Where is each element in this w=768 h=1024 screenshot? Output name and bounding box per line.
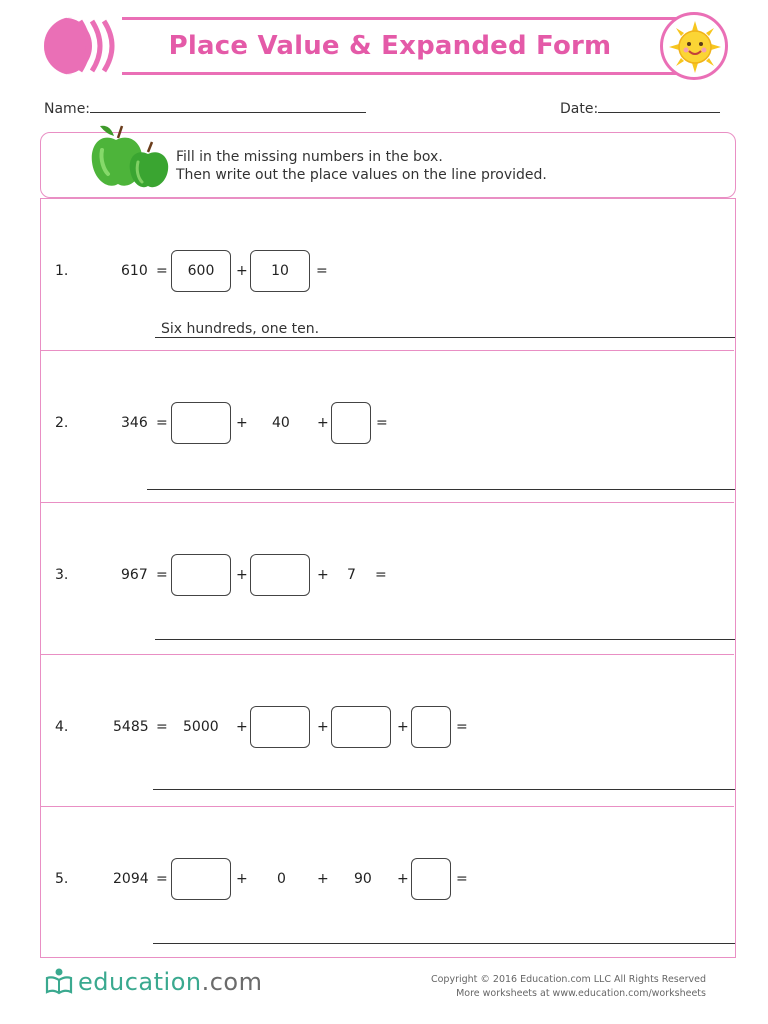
answer-box[interactable] — [331, 402, 371, 444]
answer-line[interactable] — [155, 337, 735, 338]
problems-section — [40, 198, 736, 958]
apples-icon — [88, 120, 174, 196]
logo-suffix: .com — [201, 968, 263, 996]
problem-value: 5485 — [113, 719, 149, 735]
answer-box[interactable] — [411, 706, 451, 748]
name-label: Name: — [44, 101, 91, 117]
book-reader-icon — [44, 966, 74, 996]
sun-icon — [660, 12, 728, 80]
date-field[interactable] — [560, 99, 720, 117]
problem-number: 5. — [55, 871, 69, 887]
answer-box[interactable] — [171, 402, 231, 444]
answer-line[interactable] — [155, 639, 735, 640]
answer-box[interactable] — [171, 554, 231, 596]
equals-sign: = — [316, 263, 328, 279]
answer-line[interactable] — [153, 943, 735, 944]
equals-sign: = — [156, 567, 168, 583]
equals-sign: = — [156, 871, 168, 887]
copyright-text: Copyright © 2016 Education.com LLC All Rights Reserved — [430, 974, 706, 985]
problem-number: 3. — [55, 567, 69, 583]
problem-value: 2094 — [113, 871, 149, 887]
logo-text: education — [78, 968, 202, 996]
answer-box[interactable] — [331, 706, 391, 748]
problem-number: 2. — [55, 415, 69, 431]
answer-line[interactable] — [153, 789, 735, 790]
answer-box[interactable] — [171, 858, 231, 900]
plus-sign: + — [236, 567, 248, 583]
answer-box[interactable] — [411, 858, 451, 900]
plus-sign: + — [397, 719, 409, 735]
education-logo[interactable] — [44, 966, 262, 996]
equals-sign: = — [156, 719, 168, 735]
given-value: 90 — [354, 871, 372, 887]
problem-value: 346 — [121, 415, 148, 431]
date-label: Date: — [560, 101, 599, 117]
date-blank-line — [598, 99, 720, 113]
answer-line[interactable] — [147, 489, 735, 490]
equals-sign: = — [375, 567, 387, 583]
problem-value: 610 — [121, 263, 148, 279]
plus-sign: + — [317, 871, 329, 887]
answer-box[interactable]: 10 — [250, 250, 310, 292]
plus-sign: + — [317, 415, 329, 431]
equals-sign: = — [156, 415, 168, 431]
problem-4 — [41, 655, 734, 807]
problem-5 — [41, 807, 734, 959]
plus-sign: + — [236, 871, 248, 887]
more-worksheets-text: More worksheets at www.education.com/worksheets — [456, 988, 706, 999]
answer-box[interactable]: 600 — [171, 250, 231, 292]
problem-2 — [41, 351, 734, 503]
equals-sign: = — [456, 871, 468, 887]
banner-stripes-icon — [44, 17, 122, 75]
equals-sign: = — [456, 719, 468, 735]
plus-sign: + — [317, 719, 329, 735]
problem-1 — [41, 199, 734, 351]
problem-number: 1. — [55, 263, 69, 279]
instruction-line-2: Then write out the place values on the line provided. — [176, 167, 547, 183]
answer-box[interactable] — [250, 706, 310, 748]
instruction-line-1: Fill in the missing numbers in the box. — [176, 149, 443, 165]
given-value: 40 — [272, 415, 290, 431]
given-value: 7 — [347, 567, 356, 583]
answer-box[interactable] — [250, 554, 310, 596]
equals-sign: = — [156, 263, 168, 279]
page-title: Place Value & Expanded Form — [168, 31, 612, 61]
answer-text: Six hundreds, one ten. — [161, 321, 320, 337]
plus-sign: + — [236, 415, 248, 431]
plus-sign: + — [317, 567, 329, 583]
plus-sign: + — [236, 719, 248, 735]
instructions-text — [176, 148, 547, 184]
equals-sign: = — [376, 415, 388, 431]
copyright-notice — [380, 973, 706, 1001]
problem-number: 4. — [55, 719, 69, 735]
name-blank-line — [90, 99, 366, 113]
problem-value: 967 — [121, 567, 148, 583]
problem-3 — [41, 503, 734, 655]
plus-sign: + — [397, 871, 409, 887]
given-value: 5000 — [183, 719, 219, 735]
name-field[interactable] — [44, 99, 366, 117]
plus-sign: + — [236, 263, 248, 279]
given-value: 0 — [277, 871, 286, 887]
